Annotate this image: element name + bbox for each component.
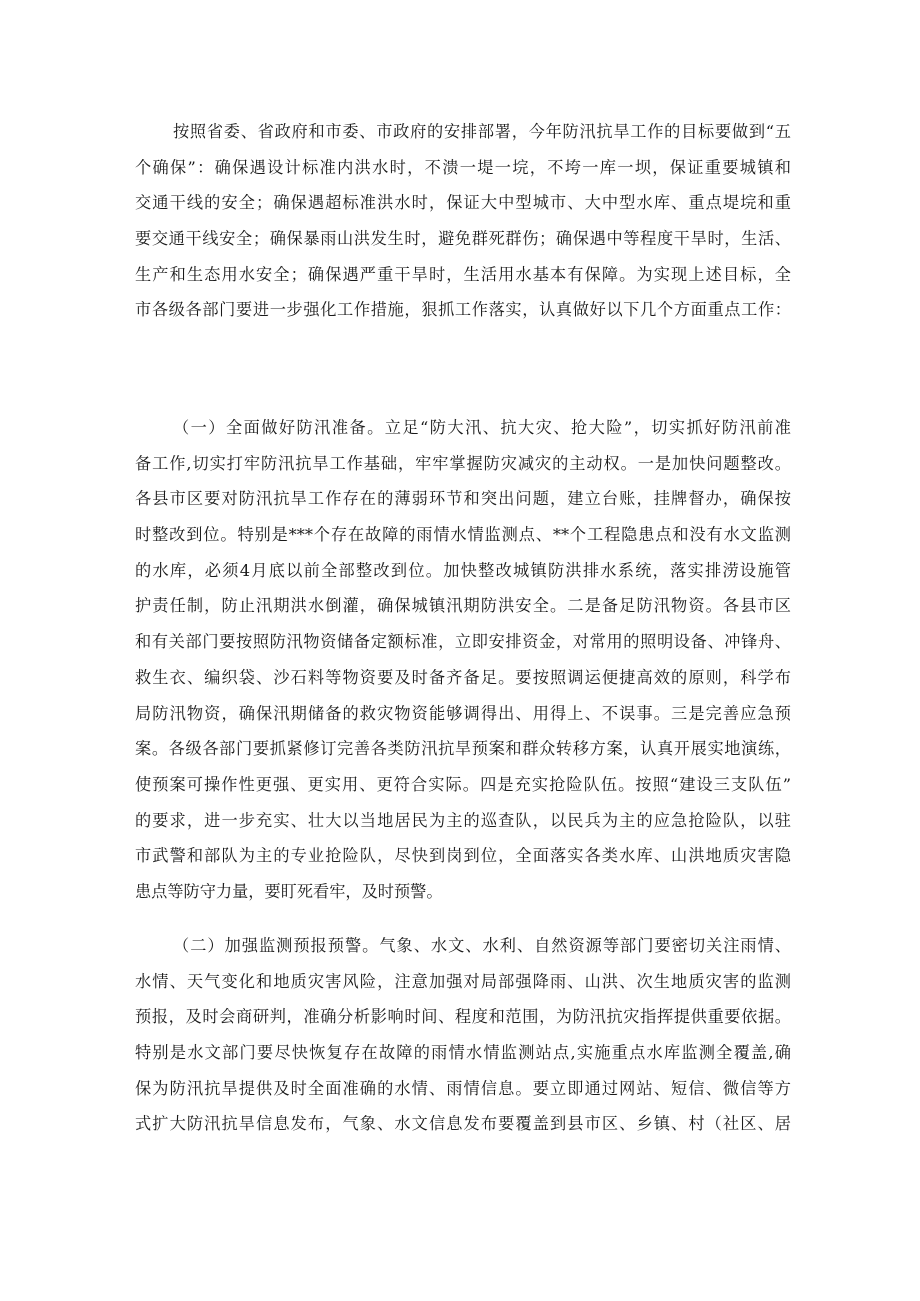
text-line: 案。各级各部门要抓紧修订完善各类防汛抗旱预案和群众转移方案，认真开展实地演练， [135, 739, 791, 759]
text-line: 生产和生态用水安全；确保遇严重干旱时，生活用水基本有保障。为实现上述目标，全 [135, 264, 791, 284]
text-line: 备工作,切实打牢防汛抗旱工作基础，牢牢掌握防灾减灾的主动权。一是加快问题整改。 [135, 453, 791, 473]
text-line: 式扩大防汛抗旱信息发布，气象、水文信息发布要覆盖到县市区、乡镇、村（社区、居 [135, 1114, 791, 1134]
text-line: 预报，及时会商研判，准确分析影响时间、程度和范围，为防汛抗灾指挥提供重要依据。 [135, 1007, 791, 1027]
text-line: 的水库，必须4月底以前全部整改到位。加快整改城镇防洪排水系统，落实排涝设施管 [135, 560, 791, 580]
text-line: 患点等防守力量，要盯死看牢，及时预警。 [135, 881, 443, 901]
text-line: 的要求，进一步充实、壮大以当地居民为主的巡查队，以民兵为主的应急抢险队，以驻 [135, 810, 791, 830]
text-line: 局防汛物资，确保汛期储备的救灾物资能够调得出、用得上、不误事。三是完善应急预 [135, 703, 791, 723]
text-line: 水情、天气变化和地质灾害风险，注意加强对局部强降雨、山洪、次生地质灾害的监测 [135, 971, 791, 991]
text-line: （一）全面做好防汛准备。立足“防大汛、抗大灾、抢大险”，切实抓好防汛前准 [173, 418, 791, 437]
paragraph-section-1 [135, 410, 791, 910]
text-line: 市各级各部门要进一步强化工作措施，狠抓工作落实，认真做好以下几个方面重点工作： [135, 300, 791, 320]
text-line: 要交通干线安全；确保暴雨山洪发生时，避免群死群伤；确保遇中等程度干旱时，生活、 [135, 229, 791, 249]
text-line: 按照省委、省政府和市委、市政府的安排部署，今年防汛抗旱工作的目标要做到“五 [173, 122, 791, 141]
text-line: 交通干线的安全；确保遇超标准洪水时，保证大中型城市、大中型水库、重点堤垸和重 [135, 193, 791, 213]
text-line: 时整改到位。特别是***个存在故障的雨情水情监测点、**个工程隐患点和没有水文监测 [135, 525, 791, 545]
text-line: 使预案可操作性更强、更实用、更符合实际。四是充实抢险队伍。按照“建设三支队伍” [135, 774, 791, 794]
text-line: 特别是水文部门要尽快恢复存在故障的雨情水情监测站点,实施重点水库监测全覆盖,确 [135, 1043, 791, 1063]
text-line: 各县市区要对防汛抗旱工作存在的薄弱环节和突出问题，建立台账，挂牌督办，确保按 [135, 489, 791, 509]
text-line: （二）加强监测预报预警。气象、水文、水利、自然资源等部门要密切关注雨情、 [173, 936, 791, 955]
paragraph-intro [135, 114, 791, 328]
text-line: 市武警和部队为主的专业抢险队，尽快到岗到位，全面落实各类水库、山洪地质灾害隐 [135, 846, 791, 866]
text-line: 个确保”：确保遇设计标准内洪水时，不溃一堤一垸，不垮一库一坝，保证重要城镇和 [135, 157, 791, 177]
text-line: 护责任制，防止汛期洪水倒灌，确保城镇汛期防洪安全。二是备足防汛物资。各县市区 [135, 596, 791, 616]
text-line: 保为防汛抗旱提供及时全面准确的水情、雨情信息。要立即通过网站、短信、微信等方 [135, 1078, 791, 1098]
paragraph-section-2 [135, 928, 791, 1142]
text-line: 和有关部门要按照防汛物资储备定额标准，立即安排资金，对常用的照明设备、冲锋舟、 [135, 632, 791, 652]
text-line: 救生衣、编织袋、沙石料等物资要及时备齐备足。要按照调运便捷高效的原则，科学布 [135, 667, 791, 687]
